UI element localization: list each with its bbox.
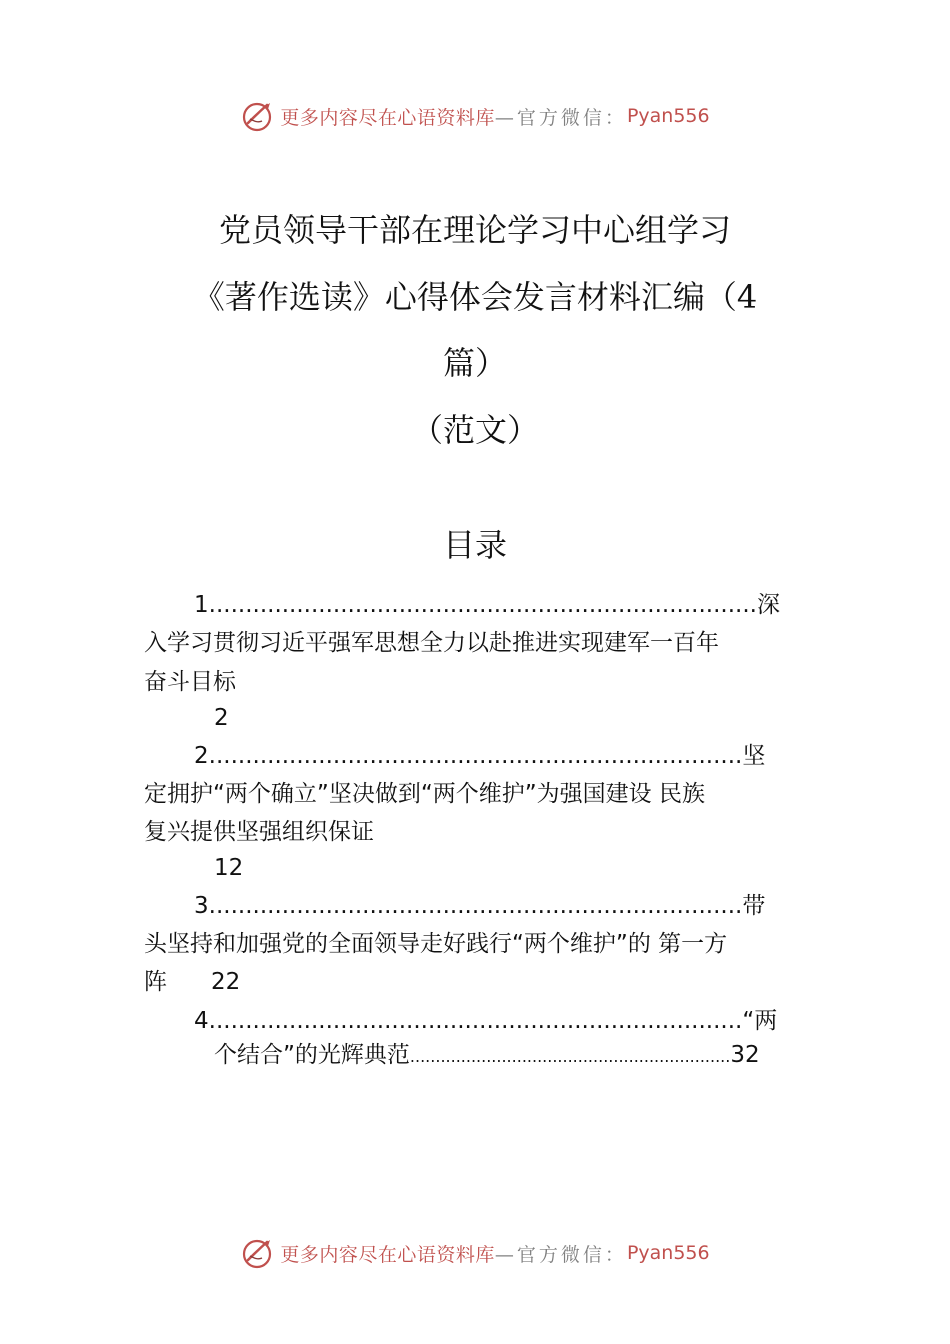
toc-entry-3-page: 22: [211, 969, 241, 995]
toc-entry-number: 4: [194, 1008, 209, 1034]
document-title-line-1: 党员领导干部在理论学习中心组学习: [218, 211, 731, 249]
banner-slogan: 更多内容尽在心语资料库: [280, 106, 495, 129]
document-title-line-2: 《著作选读》心得体会发言材料汇编（4: [192, 278, 758, 316]
banner-separator: —官方微信：: [494, 1243, 627, 1266]
toc-leader-dots: .........................................................................: [208, 1008, 743, 1034]
document-title-line-3: 篇）: [442, 344, 507, 382]
toc-leader-dots: .........................................................................: [208, 893, 743, 919]
toc-entry-title-end: 个结合”的光辉典范: [214, 1042, 410, 1068]
toc-leader-dots: .........................................................................: [208, 743, 743, 769]
toc-heading: 目录: [442, 526, 507, 564]
banner-slogan: 更多内容尽在心语资料库: [280, 1243, 495, 1266]
footer-banner: [0, 1233, 950, 1273]
toc-entry-title-start: 坚: [742, 743, 766, 769]
toc-entry-4-line-1[interactable]: [194, 1006, 777, 1036]
toc-entry-3-line-2[interactable]: 头坚持和加强党的全面领导走好践行“两个维护”的 第一方: [144, 931, 728, 957]
pen-logo-icon: [240, 99, 274, 133]
toc-entry-title-start: 深: [756, 592, 780, 618]
toc-entry-title-end: 阵: [144, 969, 167, 995]
pen-logo-icon: [240, 1236, 274, 1270]
toc-entry-number: 3: [194, 893, 209, 919]
toc-leader-dots: ...............................................................: [409, 1047, 731, 1066]
toc-entry-number: 2: [194, 743, 209, 769]
document-subtitle: （范文）: [410, 411, 539, 449]
banner-wechat-id: Pyan556: [626, 105, 710, 127]
toc-entry-number: 1: [194, 592, 209, 618]
banner-separator: —官方微信：: [494, 106, 627, 129]
toc-entry-2-line-2[interactable]: 定拥护“两个确立”坚决做到“两个维护”为强国建设 民族: [144, 781, 705, 807]
banner-wechat-id: Pyan556: [626, 1242, 710, 1264]
toc-entry-1-line-3[interactable]: 奋斗目标: [144, 669, 236, 695]
toc-entry-3-line-3[interactable]: [144, 967, 240, 997]
toc-entry-title-start: 带: [742, 893, 766, 919]
toc-entry-4-page: 32: [730, 1042, 760, 1068]
toc-entry-4-line-2[interactable]: [214, 1040, 760, 1072]
toc-leader-dots: ...........................................................................: [208, 592, 757, 618]
toc-entry-2-line-1[interactable]: [194, 741, 765, 771]
toc-entry-3-line-1[interactable]: [194, 891, 765, 921]
header-banner: [0, 96, 950, 136]
toc-entry-2-page[interactable]: 12: [214, 855, 244, 881]
toc-entry-1-page[interactable]: 2: [214, 705, 229, 731]
toc-entry-title-start: “两: [742, 1008, 778, 1034]
toc-entry-1-line-2[interactable]: 入学习贯彻习近平强军思想全力以赴推进实现建军一百年: [144, 630, 719, 656]
toc-entry-1-line-1[interactable]: [194, 590, 780, 620]
toc-entry-2-line-3[interactable]: 复兴提供坚强组织保证: [144, 819, 374, 845]
